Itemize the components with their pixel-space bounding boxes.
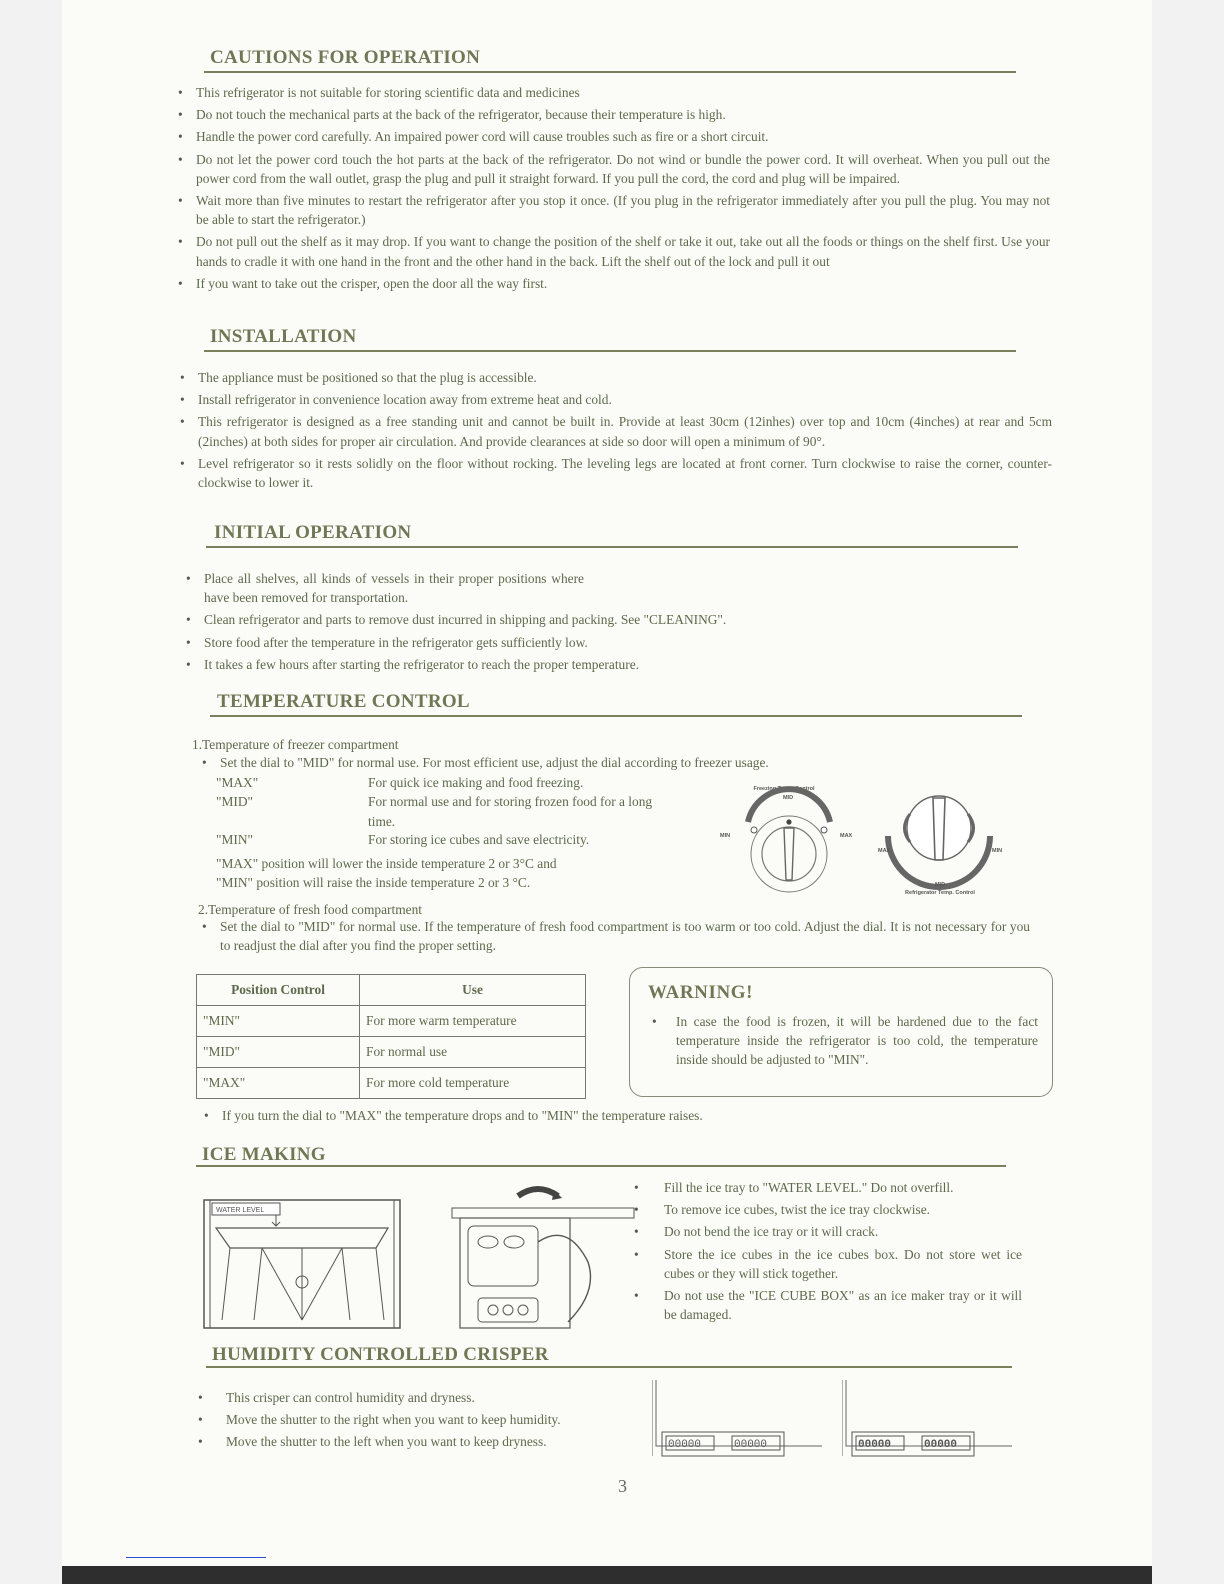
initial-operation-heading: INITIAL OPERATION [214, 522, 412, 543]
list-item: • Handle the power cord carefully. An impaired power cord will cause troubles such as fire or a short circuit. [176, 127, 1050, 146]
setting-label-mid: "MID" [216, 794, 253, 809]
setting-label-min: "MIN" [216, 832, 253, 847]
ice-making-list [632, 1178, 1022, 1327]
dial-direction-note [202, 1106, 1022, 1128]
freezer-title: 1.Temperature of freezer compartment [192, 737, 399, 752]
list-item: • This refrigerator is not suitable for storing scientific data and medicines [176, 83, 1050, 102]
table-header: Position Control [197, 975, 360, 1006]
svg-text:00000: 00000 [668, 1439, 702, 1451]
list-item: • To remove ice cubes, twist the ice tray clockwise. [632, 1200, 1022, 1219]
table-cell: "MAX" [197, 1068, 360, 1099]
fridge-dial-mid-label: MID [934, 882, 946, 888]
list-item: • Wait more than five minutes to restart the refrigerator after you stop it once. (If you plug in the refrigerator immediately after you pull the plug. You may not be able to start the refrigerator.) [176, 191, 1050, 229]
freezer-bullet [200, 753, 1020, 775]
table-cell: For more cold temperature [360, 1068, 586, 1099]
list-item: • Set the dial to "MID" for normal use. For most efficient use, adjust the dial according to freezer usage. [200, 753, 1020, 772]
section-divider [210, 715, 1022, 717]
section-divider [204, 71, 1016, 73]
table-cell: "MID" [197, 1037, 360, 1068]
list-item: • Do not touch the mechanical parts at the back of the refrigerator, because their temperature is high. [176, 105, 1050, 124]
refrigerator-dial-icon [888, 796, 990, 887]
installation-heading: INSTALLATION [210, 326, 357, 347]
list-item: • This refrigerator is designed as a free standing unit and cannot be built in. Provide at least 30cm (12inhes) over top and 10cm (4inches) at rear and 5cm (2inches) at both sides for proper air circulation. And provide clearances at side so door will open a minimum of 90°. [178, 412, 1052, 450]
table-header-row [197, 975, 586, 1006]
bottom-bar [62, 1566, 1152, 1584]
position-control-table [196, 974, 586, 1099]
cautions-list [176, 83, 1050, 296]
freezer-dial-min-label: MIN [720, 833, 731, 839]
list-item: • Do not use the "ICE CUBE BOX" as an ice maker tray or it will be damaged. [632, 1286, 1022, 1324]
freezer-dial-mid-label: MID [782, 795, 794, 801]
crisper-dryness-illustration [842, 1380, 1012, 1460]
fresh-bullet [200, 917, 1030, 958]
ice-making-heading: ICE MAKING [202, 1144, 326, 1165]
crisper-heading: HUMIDITY CONTROLLED CRISPER [212, 1344, 549, 1365]
list-item: • Store the ice cubes in the ice cubes box. Do not store wet ice cubes or they will stick together. [632, 1245, 1022, 1283]
freezer-dial-caption: Freezing Temp. Control [753, 786, 815, 792]
section-divider [206, 546, 1018, 548]
table-row [197, 1006, 586, 1037]
setting-label-max: "MAX" [216, 775, 259, 790]
warning-list [650, 1012, 1038, 1073]
table-row [197, 1037, 586, 1068]
list-item: • It takes a few hours after starting the refrigerator to reach the proper temperature. [184, 655, 1014, 674]
setting-desc-mid: For normal use and for storing frozen food for a long time. [368, 794, 653, 829]
fridge-dial-min-label: MIN [992, 848, 1003, 854]
water-level-label: WATER LEVEL [216, 1207, 265, 1214]
svg-text:00000: 00000 [924, 1439, 958, 1451]
list-item: • Place all shelves, all kinds of vessels in their proper positions where have been removed for transportation. [184, 569, 584, 607]
list-item: • Set the dial to "MID" for normal use. If the temperature of fresh food compartment is too warm or too cold. Adjust the dial. It is not necessary for you to readjust the dial after you find the proper setting. [200, 917, 1030, 955]
svg-text:00000: 00000 [734, 1439, 768, 1451]
section-divider [204, 350, 1016, 352]
section-divider [196, 1165, 1006, 1167]
setting-note-1: "MAX" position will lower the inside temperature 2 or 3°C and [216, 856, 557, 871]
list-item: • Do not bend the ice tray or it will crack. [632, 1222, 1022, 1241]
setting-desc-min: For storing ice cubes and save electricity. [368, 832, 590, 847]
list-item: • In case the food is frozen, it will be hardened due to the fact temperature inside the refrigerator is too cold, the temperature inside should be adjusted to "MIN". [650, 1012, 1038, 1070]
table-cell: "MIN" [197, 1006, 360, 1037]
crisper-list [196, 1388, 656, 1455]
table-header: Use [360, 975, 586, 1006]
list-item: • Level refrigerator so it rests solidly on the floor without rocking. The leveling legs are located at front corner. Turn clockwise to raise the corner, counter-clockwise to lower it. [178, 454, 1052, 492]
list-item: • Fill the ice tray to "WATER LEVEL." Do not overfill. [632, 1178, 1022, 1197]
freezer-dial-icon [748, 789, 830, 892]
table-cell: For normal use [360, 1037, 586, 1068]
warning-box [629, 967, 1053, 1097]
warning-title: WARNING! [648, 982, 754, 1003]
setting-desc-max: For quick ice making and food freezing. [368, 775, 584, 790]
setting-note-2: "MIN" position will raise the inside temperature 2 or 3 °C. [216, 875, 531, 890]
list-item: • Move the shutter to the right when you want to keep humidity. [196, 1410, 656, 1429]
list-item: • The appliance must be positioned so that the plug is accessible. [178, 368, 1052, 387]
installation-list [178, 368, 1052, 495]
ice-removal-illustration [448, 1182, 638, 1332]
svg-text:00000: 00000 [858, 1439, 892, 1451]
cautions-heading: CAUTIONS FOR OPERATION [210, 47, 481, 68]
fridge-dial-max-label: MAX [878, 848, 891, 854]
temperature-control-heading: TEMPERATURE CONTROL [217, 691, 470, 712]
manual-page [62, 0, 1152, 1566]
freezer-dial-max-label: MAX [840, 833, 853, 839]
list-item: • Store food after the temperature in the refrigerator gets sufficiently low. [184, 633, 1014, 652]
table-row [197, 1068, 586, 1099]
list-item: • This crisper can control humidity and dryness. [196, 1388, 656, 1407]
fridge-dial-caption: Refrigerator Temp. Control [905, 890, 975, 896]
list-item: • Install refrigerator in convenience location away from extreme heat and cold. [178, 390, 1052, 409]
initial-operation-list [184, 569, 1014, 677]
section-divider [206, 1366, 1012, 1368]
list-item: • If you want to take out the crisper, open the door all the way first. [176, 274, 1050, 293]
table-cell: For more warm temperature [360, 1006, 586, 1037]
ice-tray-illustration [202, 1170, 402, 1330]
page-number: 3 [618, 1476, 627, 1496]
list-item: • Move the shutter to the left when you want to keep dryness. [196, 1432, 656, 1451]
temperature-dials-illustration [714, 780, 1014, 900]
fresh-title: 2.Temperature of fresh food compartment [198, 902, 423, 917]
list-item: • Do not pull out the shelf as it may drop. If you want to change the position of the shelf or take it out, take out all the foods or things on the shelf first. Use your hands to cradle it with one hand in the front and the other hand in the back. Lift the shelf out of the lock and pull it out [176, 232, 1050, 270]
list-item: • If you turn the dial to "MAX" the temperature drops and to "MIN" the temperature raises. [202, 1106, 1022, 1125]
crisper-humidity-illustration [652, 1380, 822, 1460]
list-item: • Do not let the power cord touch the hot parts at the back of the refrigerator. Do not wind or bundle the power cord. It will overheat. When you pull out the power cord from the wall outlet, grasp the plug and pull it straight forward. If you pull the cord, the cord and plug will be impaired. [176, 150, 1050, 188]
list-item: • Clean refrigerator and parts to remove dust incurred in shipping and packing. See "CLEANING". [184, 610, 1014, 629]
